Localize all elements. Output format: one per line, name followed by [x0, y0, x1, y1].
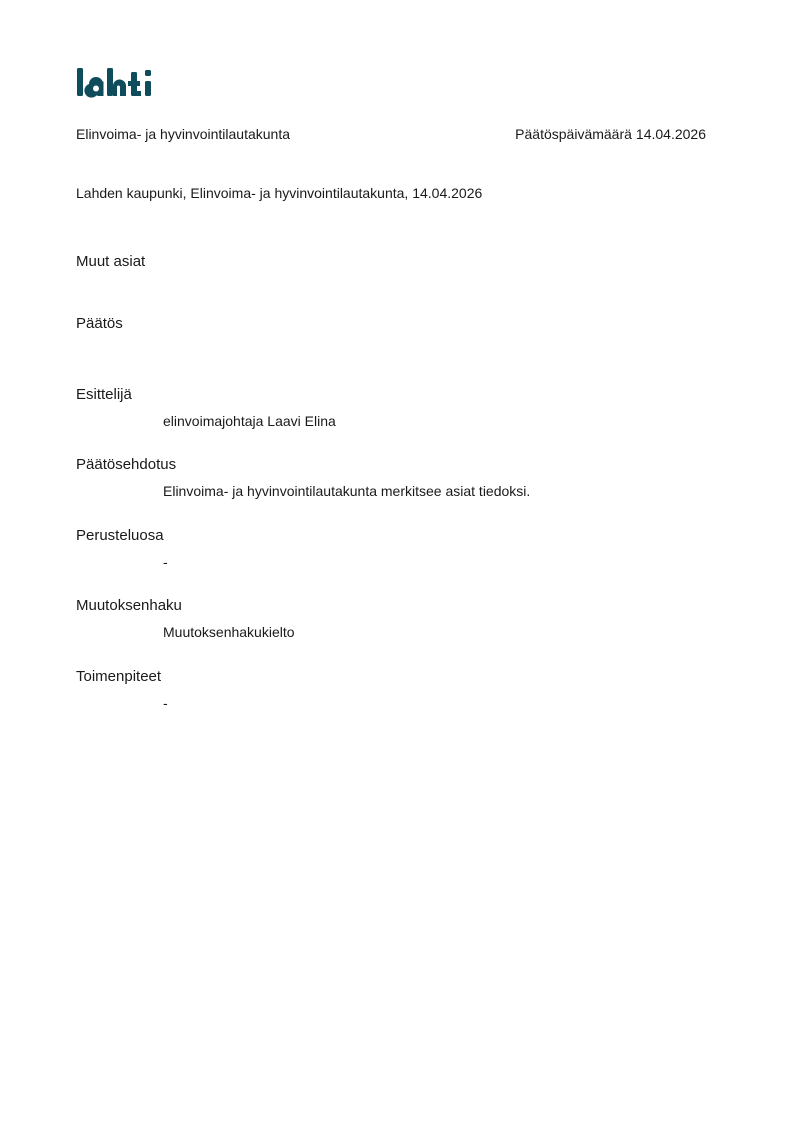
grounds-label: Perusteluosa — [76, 527, 164, 544]
presenter-label: Esittelijä — [76, 386, 132, 403]
decision-heading: Päätös — [76, 315, 123, 332]
appeal-value: Muutoksenhakukielto — [163, 624, 295, 640]
decision-date-label: Päätöspäivämäärä — [515, 126, 632, 142]
committee-name: Elinvoima- ja hyvinvointilautakunta — [76, 126, 290, 142]
lahti-logo — [75, 64, 167, 100]
proposal-value: Elinvoima- ja hyvinvointilautakunta merkitsee asiat tiedoksi. — [163, 483, 531, 499]
decision-date-value: 14.04.2026 — [635, 126, 706, 142]
subject-heading: Muut asiat — [76, 253, 146, 270]
proposal-label: Päätösehdotus — [76, 456, 177, 473]
actions-label: Toimenpiteet — [76, 668, 162, 685]
grounds-value: - — [163, 554, 168, 570]
presenter-value: elinvoimajohtaja Laavi Elina — [163, 413, 336, 429]
actions-value: - — [163, 695, 168, 711]
organization-line: Lahden kaupunki, Elinvoima- ja hyvinvointilautakunta, 14.04.2026 — [76, 185, 483, 201]
decision-date-header — [515, 126, 706, 142]
appeal-label: Muutoksenhaku — [76, 597, 182, 614]
